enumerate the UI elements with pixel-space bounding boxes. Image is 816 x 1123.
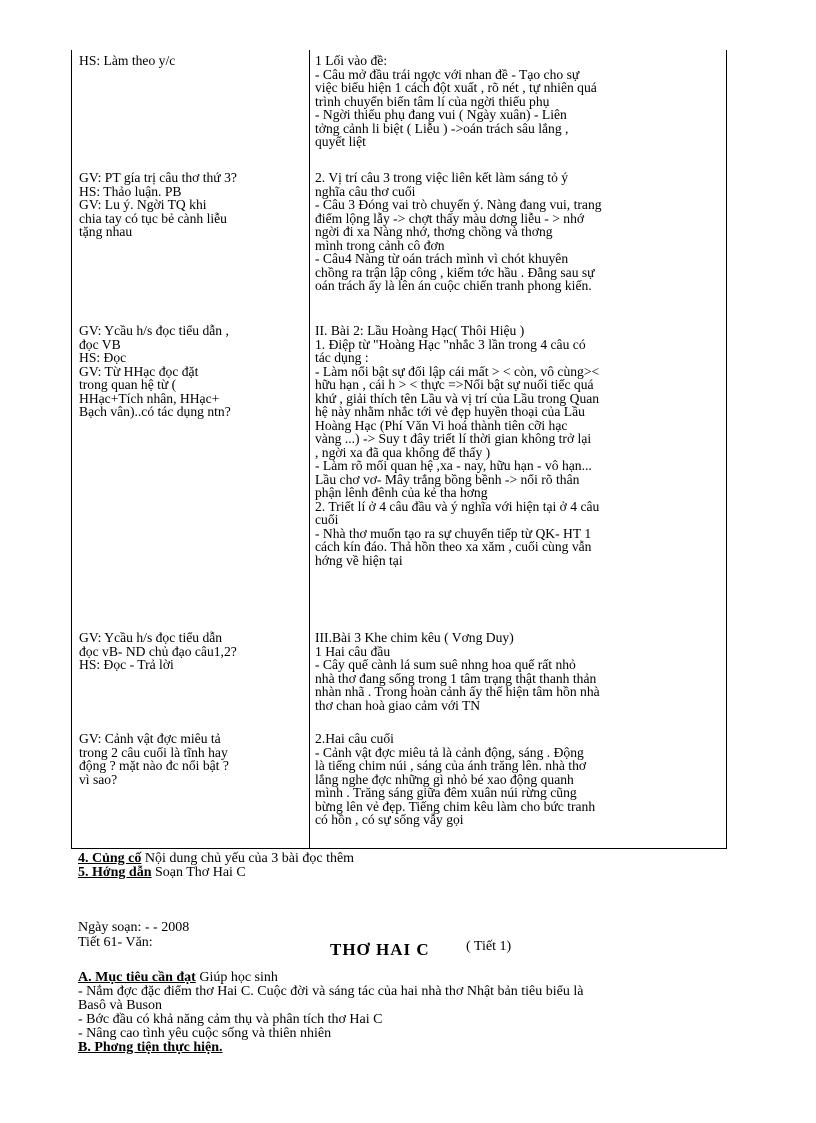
- guidance-text: Soạn Thơ Hai C: [151, 865, 246, 880]
- period-line: Tiết 61- Văn:: [78, 935, 153, 950]
- objective-item: - Nắm đợc đặc điểm thơ Hai C. Cuộc đời và sáng tác của hai nhà thơ Nhật bản tiêu biểu là: [78, 984, 584, 999]
- lesson-table: [71, 50, 727, 849]
- objective-item: - Nâng cao tình yêu cuộc sống và thiên nhiên: [78, 1026, 332, 1041]
- consolidation-line: [78, 852, 354, 866]
- guidance-line: [78, 866, 246, 880]
- row1-right: 1 Lối vào đề: - Câu mở đầu trái ngợc với nhan đề - Tạo cho sự việc biểu hiện 1 cách đột xuất , rõ nét , tự nhiên quá trình chuyển biến tâm lí của ngời thiếu phụ - Ngời thiếu phụ đang vui ( Ngày xuân) - Liên tởng cảnh li biệt ( Liễu ) ->oán trách sâu lắng , quyết liệt: [315, 53, 597, 149]
- consolidation-text: Nội dung chủ yếu của 3 bài đọc thêm: [141, 851, 355, 866]
- lesson-subtitle: ( Tiết 1): [466, 939, 512, 954]
- row1-left: HS: Làm theo y/c: [79, 53, 176, 68]
- row4-left: GV: Ycầu h/s đọc tiểu dẫn đọc vB- ND chủ đạo câu1,2? HS: Đọc - Trả lời: [79, 630, 237, 672]
- date-line: Ngày soạn: - - 2008: [78, 920, 190, 935]
- objectives-heading: [78, 971, 278, 985]
- lesson-title: THƠ HAI C: [330, 940, 430, 959]
- row5-right: 2.Hai câu cuối - Cảnh vật đợc miêu tả là cảnh động, sáng . Động là tiếng chim núi , sáng của ánh trăng lên. nhà thơ lắng nghe đợc những gì nhỏ bé xao động quanh mình . Trăng sáng giữa đêm xuân núi rừng cũng bừng lên vẻ đẹp. Tiếng chim kêu làm cho bức tranh có hồn , có sự sống vẫy gọi: [315, 731, 596, 827]
- means-label: B. Phơng tiện thực hiện.: [78, 1040, 223, 1055]
- objectives-label: A. Mục tiêu cần đạt: [78, 970, 196, 985]
- means-heading: [78, 1041, 223, 1055]
- row5-left: GV: Cảnh vật đợc miêu tả trong 2 câu cuối là tĩnh hay động ? mặt nào đc nổi bật ? vì sao?: [79, 731, 229, 787]
- consolidation-label: 4. Củng cố: [78, 851, 142, 866]
- row4-right: III.Bài 3 Khe chim kêu ( Vơng Duy) 1 Hai câu đầu - Cây quế cành lá sum suê nhng hoa quế rất nhỏ nhà thơ đang sống trong 1 tâm trạng thật thanh thản nhàn nhã . Trong hoàn cảnh ấy thể hiện tâm hồn nhà thơ chan hoà giao cảm với TN: [315, 630, 600, 713]
- row2-right: 2. Vị trí câu 3 trong việc liên kết làm sáng tỏ ý nghĩa câu thơ cuối - Câu 3 Đóng vai trò chuyển ý. Nàng đang vui, trang điểm lộng lẫy -> chợt thấy màu dơng liễu - > nhớ ngời đi xa Nàng nhớ, thơng chồng và thơng mình trong cảnh cô đơn - Câu4 Nàng từ oán trách mình vì chót khuyên chồng ra trận lập công , kiếm tớc hầu . Đằng sau sự oán trách ấy là lên án cuộc chiến tranh phong kiến.: [315, 170, 602, 293]
- objectives-intro: Giúp học sinh: [195, 970, 278, 985]
- column-divider: [309, 50, 310, 848]
- guidance-label: 5. Hớng dẫn: [78, 865, 152, 880]
- objective-item: Basô và Buson: [78, 998, 162, 1013]
- row3-left: GV: Ycầu h/s đọc tiểu dẫn , đọc VB HS: Đọc GV: Từ HHạc đọc đặt trong quan hệ từ ( HHạc+Tích nhân, HHạc+ Bạch vân)..có tác dụng ntn?: [79, 323, 231, 419]
- row2-left: GV: PT gía trị câu thơ thứ 3? HS: Thảo luận. PB GV: Lu ý. Ngời TQ khi chia tay có tục bẻ cành liễu tặng nhau: [79, 170, 237, 239]
- objective-item: - Bớc đầu có khả năng cảm thụ và phân tích thơ Hai C: [78, 1012, 383, 1027]
- row3-right: II. Bài 2: Lầu Hoàng Hạc( Thôi Hiệu ) 1. Điệp từ "Hoàng Hạc "nhắc 3 lần trong 4 câu có tác dụng : - Làm nổi bật sự đối lập cái mất > < còn, vô cùng>< hữu hạn , cái h > < thực =>Nối bật sự nuối tiếc quá khứ , giải thích tên Lầu và vị trí của Lầu trong Quan hệ này nhằm nhắc tới vẻ đẹp huyền thoại của Lầu Hoàng Hạc (Phí Văn Vi hoá thành tiên cỡi hạc vàng ...) -> Suy t đây triết lí thời gian không trở lại , ngời xa đã qua không để thấy ) - Làm rõ mối quan hệ ,xa - nay, hữu hạn - vô hạn... Lầu chơ vơ- Mây trắng bồng bềnh -> nổi rõ thân phận lênh đênh của kẻ tha hơng 2. Triết lí ở 4 câu đầu và ý nghĩa với hiện tại ở 4 câu cuối - Nhà thơ muốn tạo ra sự chuyển tiếp từ QK- HT 1 cách kín đáo. Thả hồn theo xa xăm , cuối cùng vẫn hớng về hiện tại: [315, 323, 600, 568]
